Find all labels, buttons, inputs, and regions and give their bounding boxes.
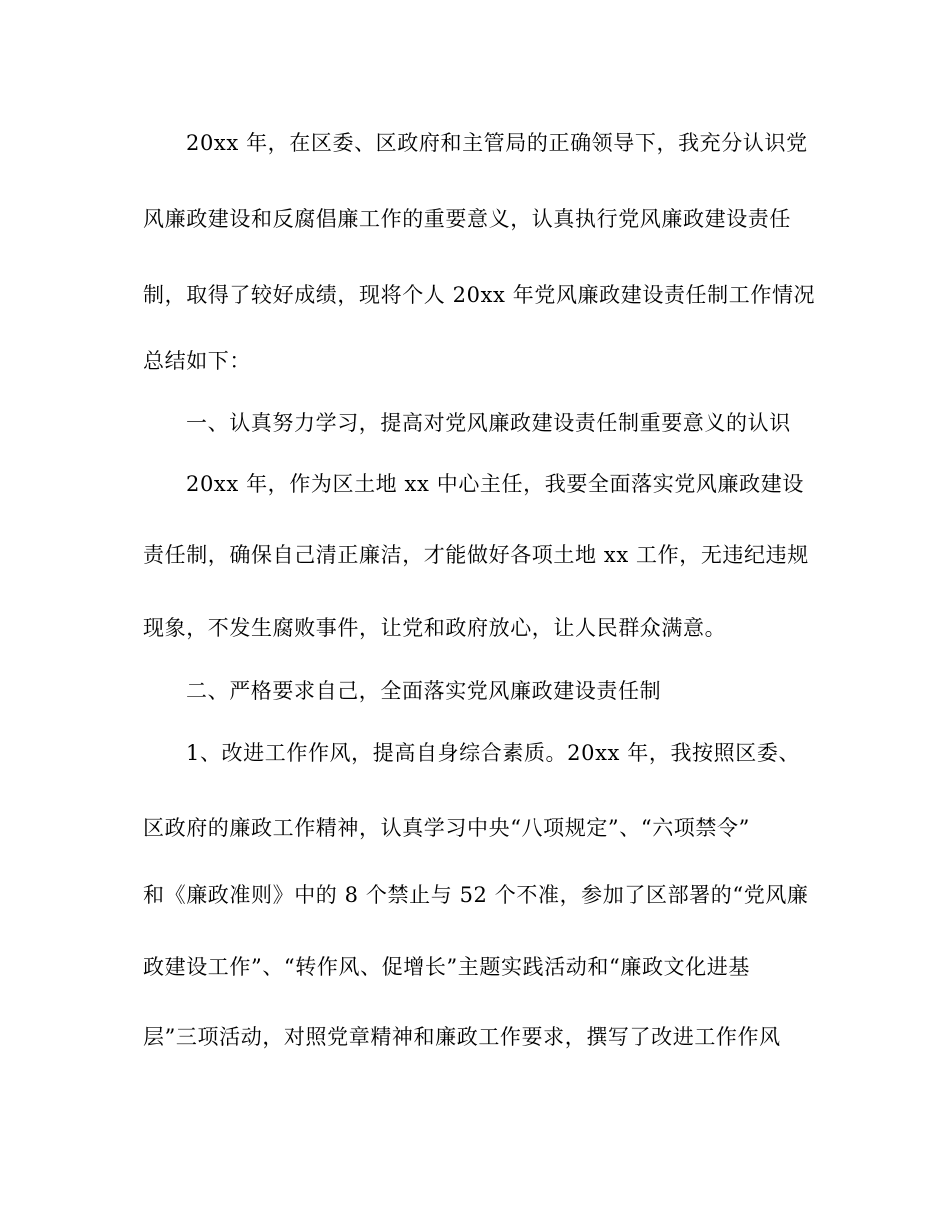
- paragraph-line: 政建设工作”、“转作风、促增长”主题实践活动和“廉政文化进基: [143, 955, 750, 979]
- paragraph-line: 20xx 年，在区委、区政府和主管局的正确领导下，我充分认识党: [186, 131, 808, 155]
- paragraph-line: 责任制，确保自己清正廉洁，才能做好各项土地 xx 工作，无违纪违规: [143, 543, 809, 567]
- paragraph-line: 现象，不发生腐败事件，让党和政府放心，让人民群众满意。: [143, 616, 727, 640]
- paragraph-line: 风廉政建设和反腐倡廉工作的重要意义，认真执行党风廉政建设责任: [143, 207, 791, 231]
- paragraph-line: 层”三项活动，对照党章精神和廉政工作要求，撰写了改进工作作风: [143, 1025, 781, 1049]
- paragraph-line: 1、改进工作作风，提高自身综合素质。20xx 年，我按照区委、: [186, 741, 801, 765]
- paragraph-line: 总结如下：: [143, 349, 251, 373]
- paragraph-line: 区政府的廉政工作精神，认真学习中央“八项规定”、“六项禁令”: [143, 816, 750, 840]
- section-heading: 一、认真努力学习，提高对党风廉政建设责任制重要意义的认识: [186, 411, 791, 435]
- section-heading: 二、严格要求自己，全面落实党风廉政建设责任制: [186, 679, 662, 703]
- paragraph-line: 20xx 年，作为区土地 xx 中心主任，我要全面落实党风廉政建设: [186, 472, 804, 496]
- paragraph-line: 制，取得了较好成绩，现将个人 20xx 年党风廉政建设责任制工作情况: [143, 283, 816, 307]
- paragraph-line: 和《廉政准则》中的 8 个禁止与 52 个不准，参加了区部署的“党风廉: [143, 883, 809, 907]
